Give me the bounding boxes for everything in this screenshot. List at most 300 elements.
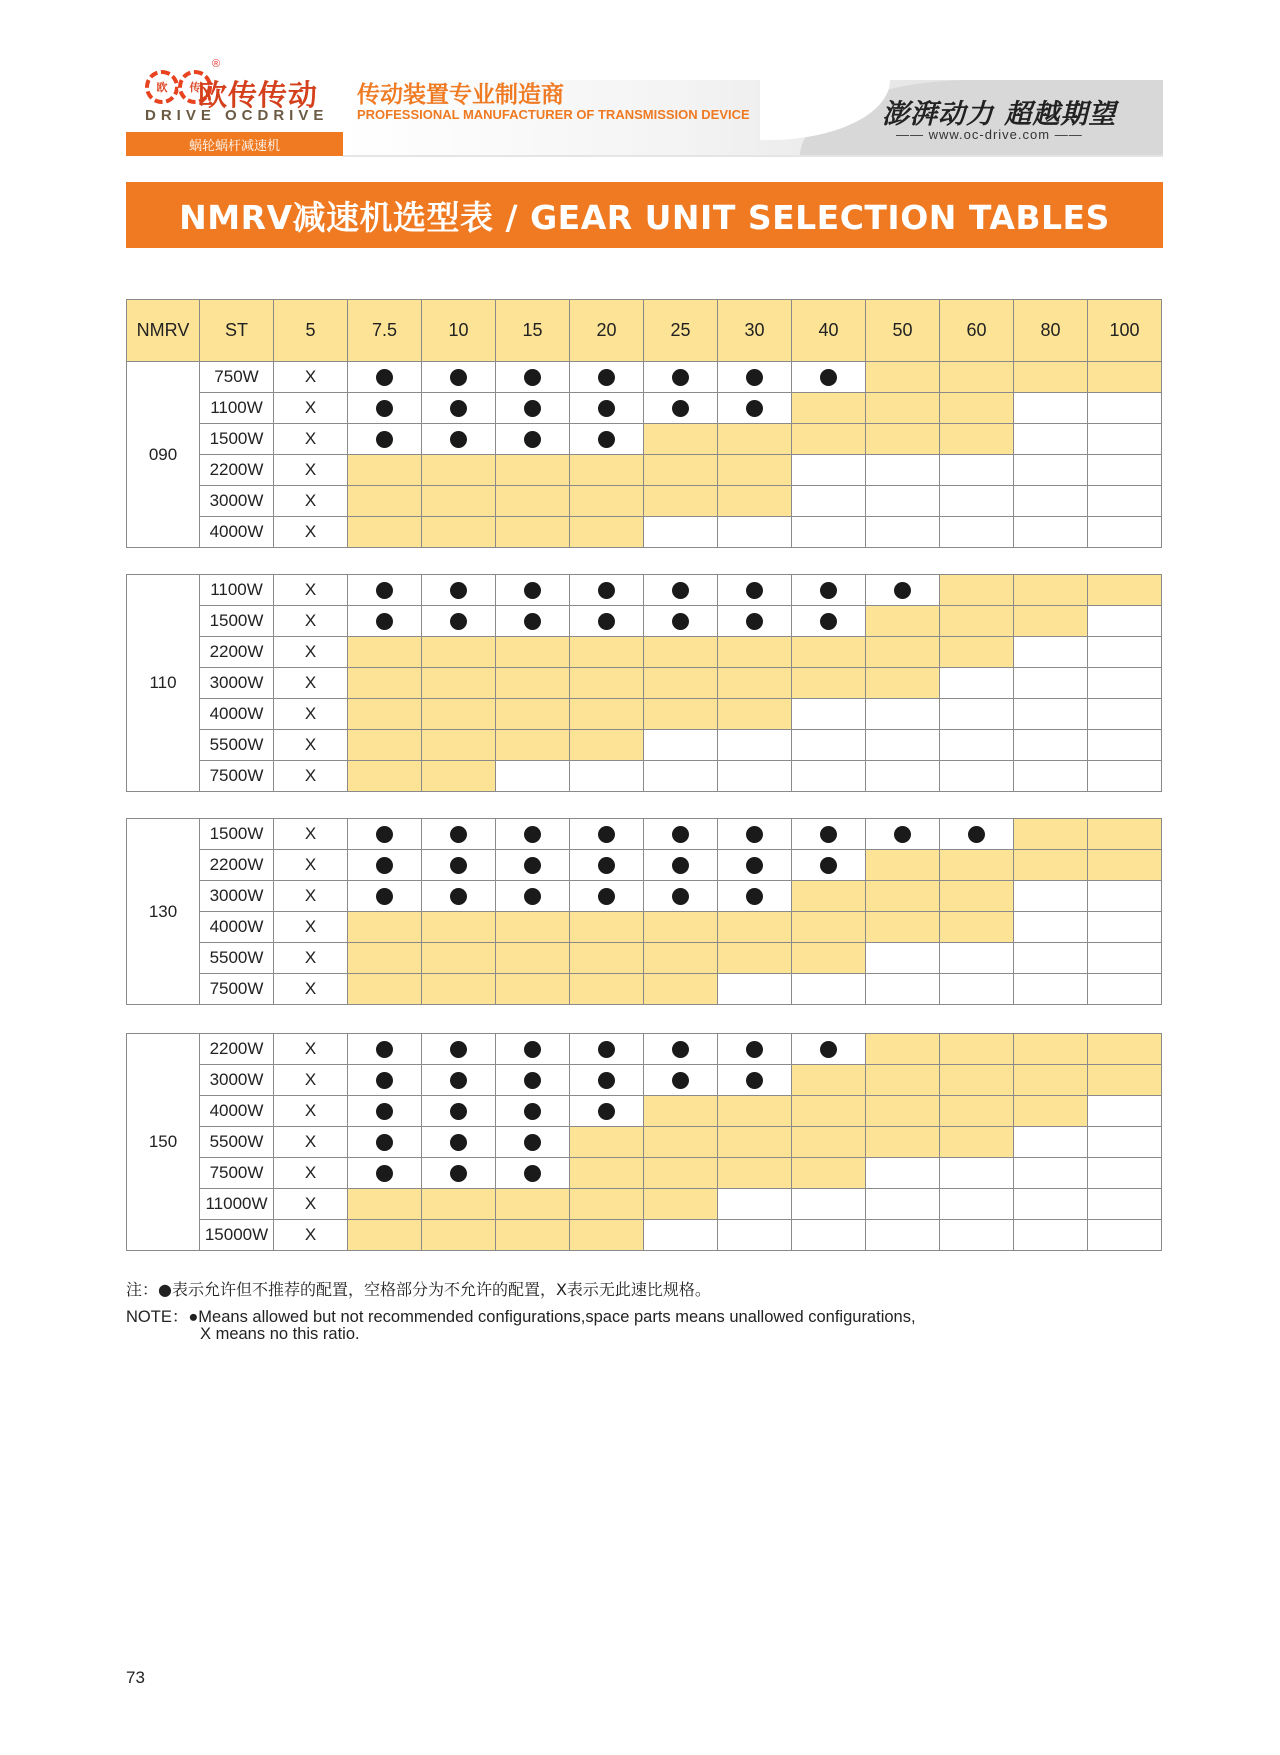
allowed-cell <box>792 1065 866 1096</box>
allowed-cell <box>570 517 644 548</box>
unallowed-cell <box>718 730 792 761</box>
not-recommended-cell <box>496 393 570 424</box>
allowed-cell <box>348 637 422 668</box>
header-ratio: 30 <box>718 300 792 362</box>
no-ratio-cell: X <box>274 1158 348 1189</box>
dot-icon <box>524 369 541 386</box>
header-ratio: 15 <box>496 300 570 362</box>
allowed-cell <box>496 943 570 974</box>
no-ratio-cell: X <box>274 881 348 912</box>
dot-icon <box>524 582 541 599</box>
selection-table-130 <box>126 818 1162 1005</box>
allowed-cell <box>644 912 718 943</box>
dot-icon <box>598 888 615 905</box>
allowed-cell <box>792 1096 866 1127</box>
dot-icon <box>524 613 541 630</box>
dot-icon <box>524 857 541 874</box>
unallowed-cell <box>940 761 1014 792</box>
table-row <box>127 1220 1162 1251</box>
dot-icon <box>820 826 837 843</box>
not-recommended-cell <box>644 850 718 881</box>
allowed-cell <box>1014 850 1088 881</box>
not-recommended-cell <box>422 881 496 912</box>
unallowed-cell <box>940 668 1014 699</box>
allowed-cell <box>348 761 422 792</box>
model-cell: 130 <box>127 819 200 1005</box>
unallowed-cell <box>1014 1158 1088 1189</box>
unallowed-cell <box>1014 637 1088 668</box>
unallowed-cell <box>1014 424 1088 455</box>
allowed-cell <box>792 1127 866 1158</box>
power-cell: 3000W <box>200 1065 274 1096</box>
table-row <box>127 943 1162 974</box>
dot-icon <box>376 613 393 630</box>
table-row <box>127 761 1162 792</box>
allowed-cell <box>792 881 866 912</box>
unallowed-cell <box>1014 668 1088 699</box>
unallowed-cell <box>792 1220 866 1251</box>
allowed-cell <box>1088 362 1162 393</box>
not-recommended-cell <box>422 1158 496 1189</box>
allowed-cell <box>422 455 496 486</box>
allowed-cell <box>940 575 1014 606</box>
table-row <box>127 912 1162 943</box>
unallowed-cell <box>1088 881 1162 912</box>
unallowed-cell <box>1014 486 1088 517</box>
allowed-cell <box>644 1189 718 1220</box>
power-cell: 5500W <box>200 730 274 761</box>
unallowed-cell <box>792 1189 866 1220</box>
not-recommended-cell <box>644 362 718 393</box>
dot-icon <box>746 400 763 417</box>
dot-icon <box>376 1041 393 1058</box>
dot-icon <box>376 400 393 417</box>
dot-icon <box>820 369 837 386</box>
not-recommended-cell <box>644 606 718 637</box>
allowed-cell <box>866 637 940 668</box>
unallowed-cell <box>644 517 718 548</box>
unallowed-cell <box>718 517 792 548</box>
not-recommended-cell <box>866 575 940 606</box>
power-cell: 2200W <box>200 455 274 486</box>
no-ratio-cell: X <box>274 699 348 730</box>
not-recommended-cell <box>348 424 422 455</box>
dot-icon <box>450 1103 467 1120</box>
unallowed-cell <box>1088 1127 1162 1158</box>
not-recommended-cell <box>496 424 570 455</box>
not-recommended-cell <box>348 1158 422 1189</box>
dot-icon <box>968 826 985 843</box>
no-ratio-cell: X <box>274 850 348 881</box>
not-recommended-cell <box>496 606 570 637</box>
allowed-cell <box>348 1220 422 1251</box>
allowed-cell <box>1014 819 1088 850</box>
not-recommended-cell <box>570 362 644 393</box>
unallowed-cell <box>792 455 866 486</box>
not-recommended-cell <box>496 362 570 393</box>
unallowed-cell <box>866 699 940 730</box>
unallowed-cell <box>1088 912 1162 943</box>
unallowed-cell <box>1088 699 1162 730</box>
not-recommended-cell <box>422 606 496 637</box>
power-cell: 2200W <box>200 637 274 668</box>
allowed-cell <box>644 486 718 517</box>
slogan: 澎湃动力 超越期望 <box>882 99 1117 130</box>
power-cell: 7500W <box>200 761 274 792</box>
dot-icon <box>672 369 689 386</box>
allowed-cell <box>422 974 496 1005</box>
header-ratio: 60 <box>940 300 1014 362</box>
table-row <box>127 668 1162 699</box>
power-cell: 1500W <box>200 424 274 455</box>
allowed-cell <box>348 912 422 943</box>
dot-icon <box>450 826 467 843</box>
allowed-cell <box>866 424 940 455</box>
power-cell: 4000W <box>200 1096 274 1127</box>
unallowed-cell <box>1088 1158 1162 1189</box>
logo-gear-icon <box>145 70 179 104</box>
brand-name-en: DRIVE OCDRIVE <box>145 107 329 124</box>
unallowed-cell <box>718 1220 792 1251</box>
allowed-cell <box>570 1220 644 1251</box>
dot-icon <box>598 1072 615 1089</box>
not-recommended-cell <box>348 850 422 881</box>
not-recommended-cell <box>570 819 644 850</box>
dot-icon <box>746 582 763 599</box>
no-ratio-cell: X <box>274 974 348 1005</box>
unallowed-cell <box>1014 1127 1088 1158</box>
allowed-cell <box>496 637 570 668</box>
logo-char-left: 欧 <box>156 82 168 94</box>
not-recommended-cell <box>718 1034 792 1065</box>
dot-icon <box>672 400 689 417</box>
allowed-cell <box>792 393 866 424</box>
no-ratio-cell: X <box>274 819 348 850</box>
allowed-cell <box>422 761 496 792</box>
header-st: ST <box>200 300 274 362</box>
unallowed-cell <box>1014 974 1088 1005</box>
table-row <box>127 424 1162 455</box>
dot-icon <box>746 1072 763 1089</box>
category-tab: 蜗轮蜗杆减速机 <box>126 132 343 156</box>
not-recommended-cell <box>718 393 792 424</box>
power-cell: 7500W <box>200 1158 274 1189</box>
power-cell: 5500W <box>200 943 274 974</box>
allowed-cell <box>866 668 940 699</box>
table-row <box>127 1127 1162 1158</box>
model-cell: 090 <box>127 362 200 548</box>
dot-icon <box>450 1165 467 1182</box>
dot-icon <box>746 613 763 630</box>
unallowed-cell <box>1088 606 1162 637</box>
dot-icon <box>894 826 911 843</box>
not-recommended-cell <box>422 1034 496 1065</box>
dot-icon <box>376 1134 393 1151</box>
allowed-cell <box>940 1034 1014 1065</box>
allowed-cell <box>422 730 496 761</box>
not-recommended-cell <box>496 1065 570 1096</box>
dot-icon <box>672 888 689 905</box>
unallowed-cell <box>866 943 940 974</box>
unallowed-cell <box>1088 730 1162 761</box>
allowed-cell <box>1014 575 1088 606</box>
no-ratio-cell: X <box>274 393 348 424</box>
not-recommended-cell <box>496 819 570 850</box>
dot-icon <box>672 1041 689 1058</box>
dot-icon <box>376 431 393 448</box>
allowed-cell <box>422 699 496 730</box>
not-recommended-cell <box>422 362 496 393</box>
header-ratio: 25 <box>644 300 718 362</box>
not-recommended-cell <box>718 819 792 850</box>
no-ratio-cell: X <box>274 1034 348 1065</box>
dot-icon <box>746 826 763 843</box>
no-ratio-cell: X <box>274 575 348 606</box>
dot-icon <box>524 1103 541 1120</box>
no-ratio-cell: X <box>274 606 348 637</box>
dot-icon <box>598 857 615 874</box>
dot-icon <box>450 1134 467 1151</box>
header-ratio: 5 <box>274 300 348 362</box>
unallowed-cell <box>1014 1220 1088 1251</box>
allowed-cell <box>866 1034 940 1065</box>
registered-mark: ® <box>212 58 221 70</box>
allowed-cell <box>644 668 718 699</box>
not-recommended-cell <box>348 1127 422 1158</box>
dot-icon <box>524 888 541 905</box>
table-row <box>127 819 1162 850</box>
note-en-line1: NOTE：●Means allowed but not recommended configurations,space parts means unallowed configurations, <box>126 1308 916 1326</box>
dot-icon <box>450 857 467 874</box>
no-ratio-cell: X <box>274 761 348 792</box>
unallowed-cell <box>1088 393 1162 424</box>
unallowed-cell <box>940 1189 1014 1220</box>
allowed-cell <box>422 912 496 943</box>
allowed-cell <box>348 699 422 730</box>
allowed-cell <box>422 637 496 668</box>
power-cell: 4000W <box>200 912 274 943</box>
unallowed-cell <box>940 974 1014 1005</box>
allowed-cell <box>940 393 1014 424</box>
allowed-cell <box>570 668 644 699</box>
not-recommended-cell <box>348 362 422 393</box>
unallowed-cell <box>866 974 940 1005</box>
allowed-cell <box>866 1127 940 1158</box>
unallowed-cell <box>1088 1189 1162 1220</box>
dot-icon <box>598 613 615 630</box>
power-cell: 3000W <box>200 881 274 912</box>
dot-icon <box>746 888 763 905</box>
allowed-cell <box>496 699 570 730</box>
dot-icon <box>450 582 467 599</box>
allowed-cell <box>718 943 792 974</box>
website-url: —— www.oc-drive.com —— <box>896 127 1083 142</box>
dot-icon <box>820 857 837 874</box>
allowed-cell <box>496 730 570 761</box>
not-recommended-cell <box>644 1065 718 1096</box>
allowed-cell <box>422 486 496 517</box>
table-row <box>127 1065 1162 1096</box>
not-recommended-cell <box>718 362 792 393</box>
unallowed-cell <box>792 761 866 792</box>
table-row <box>127 699 1162 730</box>
unallowed-cell <box>1088 637 1162 668</box>
unallowed-cell <box>644 761 718 792</box>
not-recommended-cell <box>348 606 422 637</box>
allowed-cell <box>348 1189 422 1220</box>
not-recommended-cell <box>496 575 570 606</box>
allowed-cell <box>644 424 718 455</box>
dot-icon <box>524 1072 541 1089</box>
power-cell: 1100W <box>200 575 274 606</box>
header-ratio: 40 <box>792 300 866 362</box>
not-recommended-cell <box>422 575 496 606</box>
allowed-cell <box>1088 575 1162 606</box>
allowed-cell <box>940 362 1014 393</box>
header-model: NMRV <box>127 300 200 362</box>
unallowed-cell <box>1014 455 1088 486</box>
allowed-cell <box>866 881 940 912</box>
category-divider <box>343 155 1163 157</box>
power-cell: 2200W <box>200 1034 274 1065</box>
no-ratio-cell: X <box>274 668 348 699</box>
not-recommended-cell <box>718 606 792 637</box>
table-row <box>127 606 1162 637</box>
allowed-cell <box>792 637 866 668</box>
dot-icon <box>598 1103 615 1120</box>
table-row <box>127 575 1162 606</box>
unallowed-cell <box>940 1220 1014 1251</box>
not-recommended-cell <box>570 575 644 606</box>
table-row <box>127 1158 1162 1189</box>
dot-icon <box>524 431 541 448</box>
allowed-cell <box>866 362 940 393</box>
allowed-cell <box>718 637 792 668</box>
no-ratio-cell: X <box>274 424 348 455</box>
model-cell: 150 <box>127 1034 200 1251</box>
not-recommended-cell <box>570 1065 644 1096</box>
not-recommended-cell <box>570 1096 644 1127</box>
no-ratio-cell: X <box>274 637 348 668</box>
unallowed-cell <box>570 761 644 792</box>
header-ratio: 100 <box>1088 300 1162 362</box>
not-recommended-cell <box>570 393 644 424</box>
not-recommended-cell <box>792 1034 866 1065</box>
table-row <box>127 974 1162 1005</box>
unallowed-cell <box>644 1220 718 1251</box>
dot-icon <box>746 369 763 386</box>
allowed-cell <box>1014 606 1088 637</box>
unallowed-cell <box>940 1158 1014 1189</box>
allowed-cell <box>1014 1096 1088 1127</box>
allowed-cell <box>644 1158 718 1189</box>
selection-table-090 <box>126 299 1162 548</box>
table-row <box>127 486 1162 517</box>
dot-icon <box>746 1041 763 1058</box>
not-recommended-cell <box>570 606 644 637</box>
table-row <box>127 517 1162 548</box>
unallowed-cell <box>1014 517 1088 548</box>
not-recommended-cell <box>718 1065 792 1096</box>
dot-icon <box>376 1072 393 1089</box>
allowed-cell <box>348 974 422 1005</box>
not-recommended-cell <box>496 850 570 881</box>
allowed-cell <box>570 912 644 943</box>
allowed-cell <box>570 1127 644 1158</box>
no-ratio-cell: X <box>274 1220 348 1251</box>
allowed-cell <box>718 668 792 699</box>
dot-icon <box>524 1165 541 1182</box>
not-recommended-cell <box>422 850 496 881</box>
selection-table-150 <box>126 1033 1162 1251</box>
not-recommended-cell <box>422 1065 496 1096</box>
unallowed-cell <box>1088 455 1162 486</box>
not-recommended-cell <box>570 881 644 912</box>
not-recommended-cell <box>422 393 496 424</box>
dot-icon <box>524 1041 541 1058</box>
logo-char-right: 传 <box>189 82 201 94</box>
not-recommended-cell <box>422 819 496 850</box>
dot-icon <box>746 857 763 874</box>
unallowed-cell <box>1014 761 1088 792</box>
unallowed-cell <box>1014 881 1088 912</box>
allowed-cell <box>866 393 940 424</box>
unallowed-cell <box>1088 974 1162 1005</box>
allowed-cell <box>1014 362 1088 393</box>
not-recommended-cell <box>496 1096 570 1127</box>
allowed-cell <box>866 850 940 881</box>
allowed-cell <box>496 1220 570 1251</box>
allowed-cell <box>792 943 866 974</box>
unallowed-cell <box>866 1189 940 1220</box>
dot-icon <box>672 582 689 599</box>
allowed-cell <box>718 1158 792 1189</box>
allowed-cell <box>718 486 792 517</box>
not-recommended-cell <box>348 1034 422 1065</box>
not-recommended-cell <box>348 1065 422 1096</box>
unallowed-cell <box>1088 1220 1162 1251</box>
unallowed-cell <box>718 761 792 792</box>
allowed-cell <box>570 455 644 486</box>
unallowed-cell <box>1088 517 1162 548</box>
allowed-cell <box>570 974 644 1005</box>
allowed-cell <box>644 943 718 974</box>
unallowed-cell <box>866 761 940 792</box>
unallowed-cell <box>940 486 1014 517</box>
allowed-cell <box>940 850 1014 881</box>
dot-icon <box>672 857 689 874</box>
power-cell: 1500W <box>200 819 274 850</box>
allowed-cell <box>718 424 792 455</box>
unallowed-cell <box>792 517 866 548</box>
dot-icon <box>450 1072 467 1089</box>
unallowed-cell <box>940 455 1014 486</box>
allowed-cell <box>570 1158 644 1189</box>
unallowed-cell <box>1088 486 1162 517</box>
table-row <box>127 455 1162 486</box>
dot-icon <box>450 400 467 417</box>
dot-icon <box>820 613 837 630</box>
unallowed-cell <box>1014 699 1088 730</box>
not-recommended-cell <box>644 393 718 424</box>
allowed-cell <box>644 455 718 486</box>
allowed-cell <box>422 517 496 548</box>
no-ratio-cell: X <box>274 517 348 548</box>
dot-icon <box>376 1103 393 1120</box>
allowed-cell <box>570 730 644 761</box>
tagline-cn: 传动装置专业制造商 <box>357 82 564 108</box>
page-number: 73 <box>126 1668 145 1687</box>
